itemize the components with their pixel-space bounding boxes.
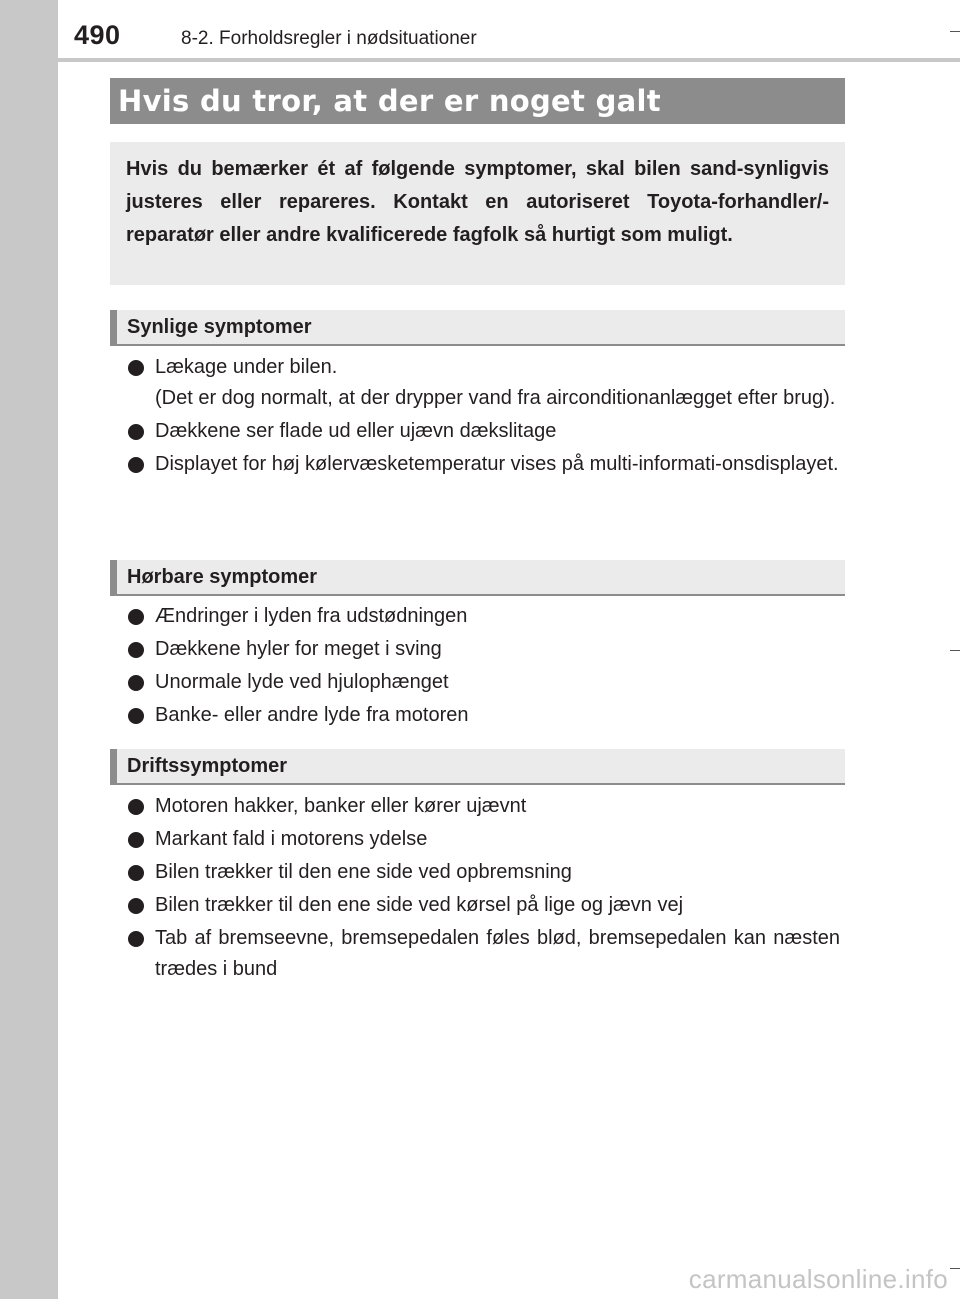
bullet-icon (128, 865, 144, 881)
bullet-icon (128, 898, 144, 914)
bullet-icon (128, 609, 144, 625)
section-heading-audible (110, 560, 845, 596)
list-item (126, 857, 840, 888)
bullet-icon (128, 642, 144, 658)
list-item-text: Dækkene hyler for meget i sving (155, 638, 442, 660)
list-item (126, 700, 840, 731)
list-item (126, 449, 840, 480)
crop-mark-top (950, 31, 960, 32)
list-item-text: Motoren hakker, banker eller kører ujævnt (155, 795, 527, 817)
bullet-icon (128, 799, 144, 815)
list-item (126, 824, 840, 855)
list-item-text: Markant fald i motorens ydelse (155, 828, 428, 850)
bullet-list-visible (126, 352, 840, 482)
list-item (126, 416, 840, 447)
left-margin-band (0, 0, 58, 1299)
list-item (126, 601, 840, 632)
list-item-text: Displayet for høj kølervæsketemperatur vises på multi-informati-onsdisplayet. (155, 453, 839, 475)
bullet-icon (128, 424, 144, 440)
list-item-text: Unormale lyde ved hjulophænget (155, 671, 449, 693)
bullet-icon (128, 675, 144, 691)
crop-mark-bottom (950, 1268, 960, 1269)
list-item-text: Bilen trækker til den ene side ved kørsel på lige og jævn vej (155, 894, 684, 916)
intro-text: Hvis du bemærker ét af følgende symptomer, skal bilen sand-synligvis justeres eller repareres. Kontakt en autoriseret Toyota-forhandler/-reparatør eller andre kvalificerede fagfolk så hurtigt som muligt. (126, 158, 829, 246)
list-item-text: Banke- eller andre lyde fra motoren (155, 704, 469, 726)
bullet-list-driving (126, 791, 840, 987)
list-item (126, 634, 840, 665)
bullet-icon (128, 457, 144, 473)
list-item (126, 791, 840, 822)
list-item-text: Lækage under bilen. (155, 356, 338, 378)
section-heading-label: Hørbare symptomer (127, 566, 318, 588)
list-item (126, 352, 840, 414)
header-rule (58, 58, 960, 62)
bullet-icon (128, 931, 144, 947)
watermark: carmanualsonline.info (688, 1264, 948, 1294)
list-item (126, 890, 840, 921)
page-title: Hvis du tror, at der er noget galt (118, 84, 661, 118)
section-heading-visible (110, 310, 845, 346)
intro-box (110, 142, 845, 285)
list-item-note: (Det er dog normalt, at der drypper vand fra airconditionanlægget efter brug). (155, 387, 836, 409)
section-heading-driving (110, 749, 845, 785)
page-number: 490 (74, 20, 121, 50)
section-heading-label: Driftssymptomer (127, 755, 288, 777)
bullet-icon (128, 832, 144, 848)
list-item (126, 667, 840, 698)
list-item-text: Ændringer i lyden fra udstødningen (155, 605, 468, 627)
section-heading-label: Synlige symptomer (127, 316, 312, 338)
bullet-list-audible (126, 601, 840, 733)
list-item-text: Tab af bremseevne, bremsepedalen føles blød, bremsepedalen kan næsten trædes i bund (155, 927, 840, 980)
bullet-icon (128, 708, 144, 724)
section-reference: 8-2. Forholdsregler i nødsituationer (181, 28, 477, 49)
list-item (126, 923, 840, 985)
list-item-text: Bilen trækker til den ene side ved opbremsning (155, 861, 572, 883)
list-item-text: Dækkene ser flade ud eller ujævn dækslitage (155, 420, 557, 442)
page-title-bar (110, 78, 845, 124)
bullet-icon (128, 360, 144, 376)
crop-mark-middle (950, 650, 960, 651)
